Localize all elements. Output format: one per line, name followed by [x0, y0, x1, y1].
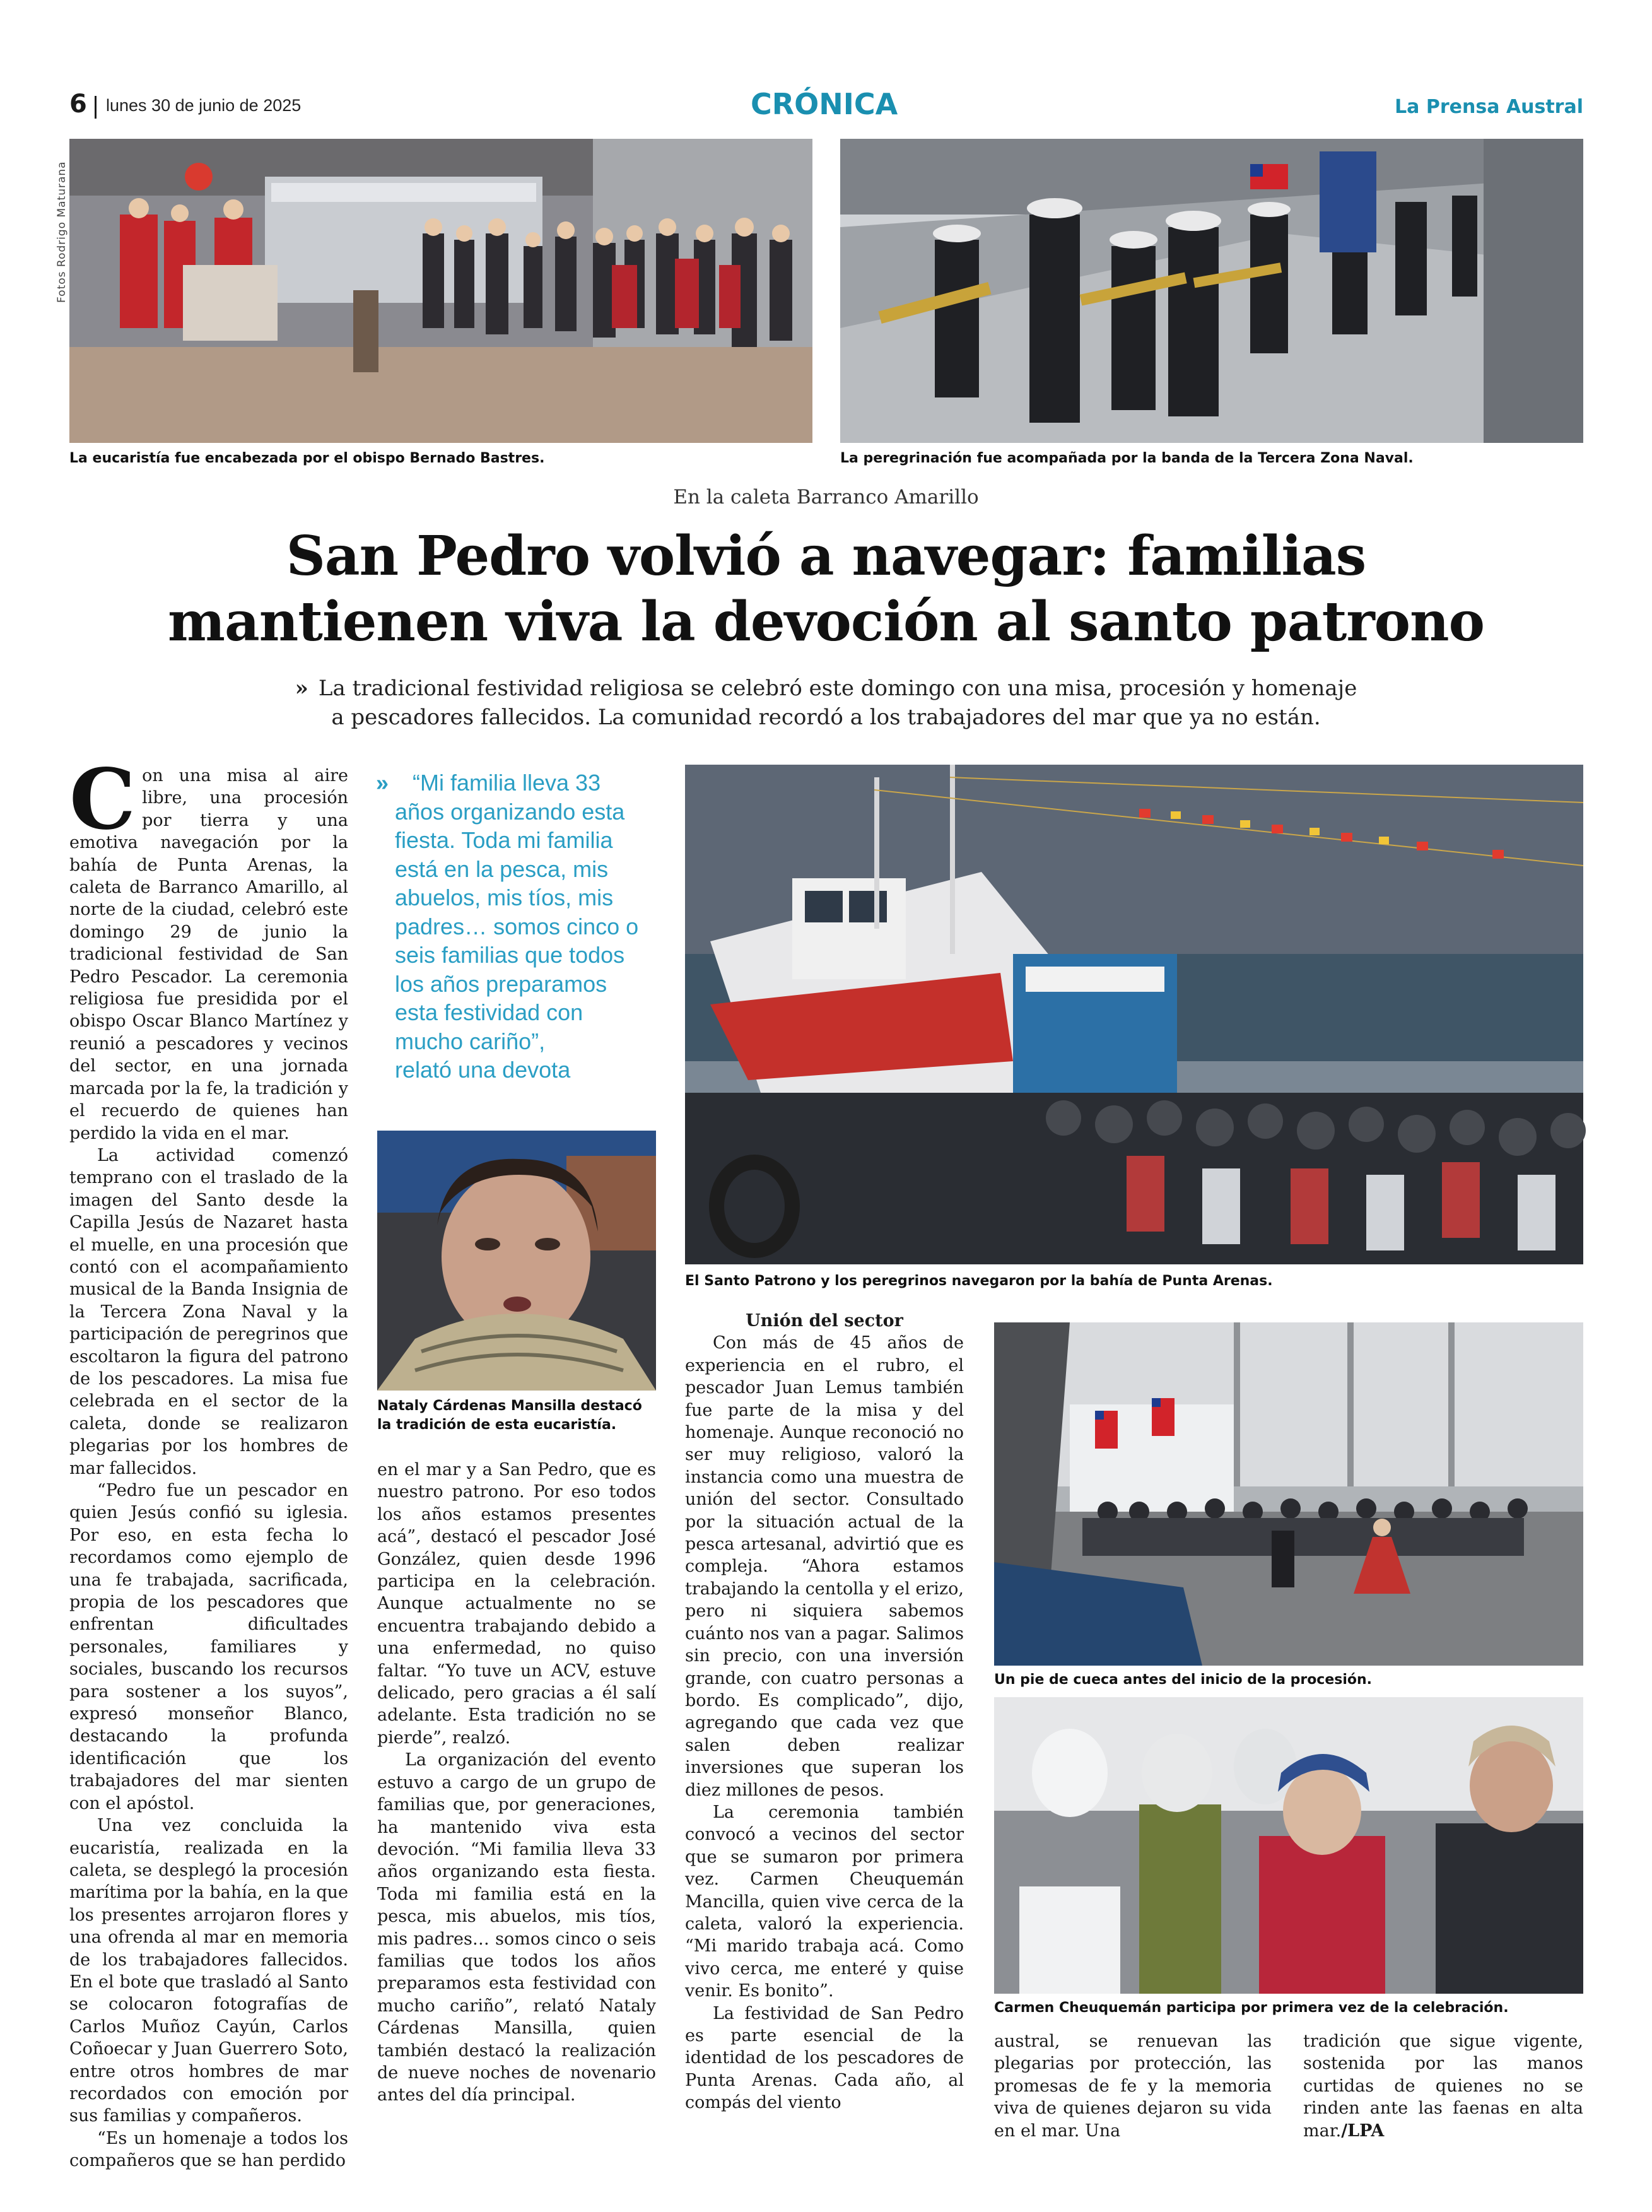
headline-line-2: mantienen viva la devoción al santo patrono — [168, 590, 1484, 654]
pull-quote-line: “Mi familia lleva 33 — [413, 770, 601, 796]
pull-quote-line: fiesta. Toda mi familia — [395, 827, 613, 853]
deck — [0, 674, 1652, 732]
paragraph: tradición que sigue vigente, sostenida por las manos curtidas de quienes no se rinden ante las faenas en alta mar. — [1303, 2032, 1583, 2141]
pull-quote-line: mucho cariño”, — [395, 1028, 546, 1054]
portrait-caption: Nataly Cárdenas Mansilla destacó la tradición de esta eucaristía. — [377, 1398, 642, 1433]
paragraph: Una vez concluida la eucaristía, realizada en la caleta, se desplegó la procesión marítima por la bahía, en la que los presentes arrojaron flores y una ofrenda al mar en memoria de los trabajadores fallecidos. En el bote que trasladó al Santo se colocaron fotografías de Carlos Muñoz Cayún, Carlos Coñoecar y Juan Guerrero Soto, entre otros hombres de mar recordados con emoción por sus familias y compañeros. — [69, 1816, 348, 2126]
kicker: En la caleta Barranco Amarillo — [673, 486, 979, 509]
cueca-photo — [994, 1322, 1583, 1666]
deck-line-1: La tradicional festividad religiosa se celebró este domingo con una misa, procesión y homenaje — [318, 676, 1357, 701]
headline — [0, 524, 1652, 655]
dropcap: C — [69, 751, 136, 849]
paragraph: Con más de 45 años de experiencia en el rubro, el pescador Juan Lemus también fue parte de la misa y del homenaje. Aunque reconoció no ser muy religioso, valoró la instancia como una muestra de unión del sector. Consultado por la situación actual de la pesca artesanal, advirtió que es compleja. “Ahora estamos trabajando la centolla y el erizo, pero ni siquiera sabemos cuánto nos van a pagar. Salimos sin precio, con una inversión grande, con cuatro personas a bordo. Es complicado”, dijo, agregando que cada vez que salen deben realizar inversiones que superan los diez millones de pesos. — [685, 1333, 964, 1800]
page-header — [69, 87, 1583, 125]
deck-line-2: a pescadores fallecidos. La comunidad recordó a los trabajadores del mar que ya no están. — [331, 705, 1321, 730]
pull-quote-line: relató una devota — [395, 1057, 571, 1083]
boat-photo-caption: El Santo Patrono y los peregrinos navegaron por la bahía de Punta Arenas. — [685, 1273, 1273, 1289]
pull-quote — [376, 768, 660, 1085]
paragraph: “Es un homenaje a todos los compañeros que se han perdido — [69, 2128, 348, 2171]
paragraph: La festividad de San Pedro es parte esencial de la identidad de los pescadores de Punta Arenas. Cada año, al compás del viento — [685, 2003, 964, 2113]
subhead: Unión del sector — [746, 1311, 903, 1331]
deck-marker-icon: » — [295, 676, 308, 701]
body-column-5 — [1303, 2030, 1583, 2141]
carmen-caption: Carmen Cheuquemán participa por primera vez de la celebración. — [994, 2000, 1509, 2016]
mass-photo-caption: La eucaristía fue encabezada por el obispo Bernado Bastres. — [69, 450, 545, 466]
pull-quote-line: años organizando esta — [395, 798, 625, 825]
mass-photo — [69, 139, 812, 443]
body-column-2 — [377, 1459, 656, 2127]
paragraph: austral, se renuevan las plegarias por protección, las promesas de fe y la memoria viva de quienes dejaron su vida en el mar. Una — [994, 2032, 1272, 2141]
section-title: CRÓNICA — [751, 87, 898, 121]
newspaper-name: La Prensa Austral — [1395, 96, 1583, 118]
naval-band-caption: La peregrinación fue acompañada por la banda de la Tercera Zona Naval. — [840, 450, 1414, 466]
paragraph: La actividad comenzó temprano con el traslado de la imagen del Santo desde la Capilla Jesús de Nazaret hasta el muelle, en una procesión que contó con el acompañamiento musical de la Banda Insignia de la Tercera Zona Naval y la participación de peregrinos que escoltaron la figura del patrono de los pescadores. La misa fue celebrada en el sector de la caleta, donde se realizaron plegarias por los hombres de mar fallecidos. — [69, 1145, 348, 1478]
cueca-caption: Un pie de cueca antes del inicio de la procesión. — [994, 1672, 1373, 1688]
photo-credit: Fotos Rodrigo Maturana — [56, 161, 68, 303]
paragraph: “Pedro fue un pescador en quien Jesús confió su iglesia. Por eso, en esta fecha lo recordamos como ejemplo de una fe trabajada, sacrificada, propia de los pescadores que enfrentan dificultades personales, familiares y sociales, buscando los recursos para sostener a los suyos”, expresó monseñor Blanco, destacando la profunda identificación que los trabajadores del mar sienten con el apóstol. — [69, 1481, 348, 1813]
pull-quote-line: esta festividad con — [395, 999, 583, 1025]
body-column-4 — [994, 2030, 1272, 2141]
pull-quote-line: padres… somos cinco o — [395, 913, 639, 939]
boat-procession-photo — [685, 765, 1583, 1264]
body-column-3 — [685, 1310, 964, 2127]
issue-date: lunes 30 de junio de 2025 — [106, 96, 302, 115]
paragraph: La organización del evento estuvo a cargo de un grupo de familias que, por generaciones, ha mantenido viva esta devoción. “Mi familia lleva 33 años organizando esta fiesta. Toda mi familia está en la pesca, mis abuelos, mis tíos, mis padres… somos cinco o seis familias que todos los años preparamos esta festividad con mucho cariño”, relató Nataly Cárdenas Mansilla, quien también destacó la realización de nueve noches de novenario antes del día principal. — [377, 1750, 656, 2105]
header-divider — [95, 96, 97, 119]
paragraph: La ceremonia también convocó a vecinos del sector que se sumaron por primera vez. Carmen Cheuquemán Mancilla, quien vive cerca de la caleta, valoró la experiencia. “Mi marido trabaja acá. Como vivo cerca, me enteré y quise venir. Es bonito”. — [685, 1802, 964, 2001]
carmen-photo — [994, 1697, 1583, 1994]
naval-band-photo — [840, 139, 1583, 443]
pull-quote-line: está en la pesca, mis — [395, 856, 609, 882]
page-number: 6 — [69, 90, 87, 119]
pull-quote-line: abuelos, mis tíos, mis — [395, 885, 614, 910]
pull-quote-line: seis familias que todos — [395, 942, 625, 968]
headline-line-1: San Pedro volvió a navegar: familias — [286, 524, 1366, 588]
pull-quote-line: los años preparamos — [395, 970, 607, 997]
signoff: /LPA — [1341, 2121, 1385, 2141]
paragraph: on una misa al aire libre, una procesión por tierra y una emotiva navegación por la bahía de Punta Arenas, la caleta de Barranco Amarillo, al norte de la ciudad, celebró este domingo 29 de junio la tradicional festividad de San Pedro Pescador. La ceremonia religiosa fue presidida por el obispo Oscar Blanco Martínez y reunió a pescadores y vecinos del sector, en una jornada marcada por la fe, la tradición y el recuerdo de quienes han perdido la vida en el mar. — [69, 766, 348, 1143]
body-column-1 — [69, 751, 348, 2171]
paragraph: en el mar y a San Pedro, que es nuestro patrono. Por eso todos los años estamos presentes acá”, destacó el pescador José González, quien desde 1996 participa en la celebración. Aunque actualmente no se encuentra trabajando debido a una enfermedad, no quiso faltar. “Yo tuve un ACV, estuve delicado, pero gracias a él salí adelante. Esta tradición no se pierde”, realzó. — [377, 1460, 656, 1748]
portrait-photo — [377, 1131, 656, 1391]
pull-quote-marker-icon: » — [376, 770, 389, 796]
